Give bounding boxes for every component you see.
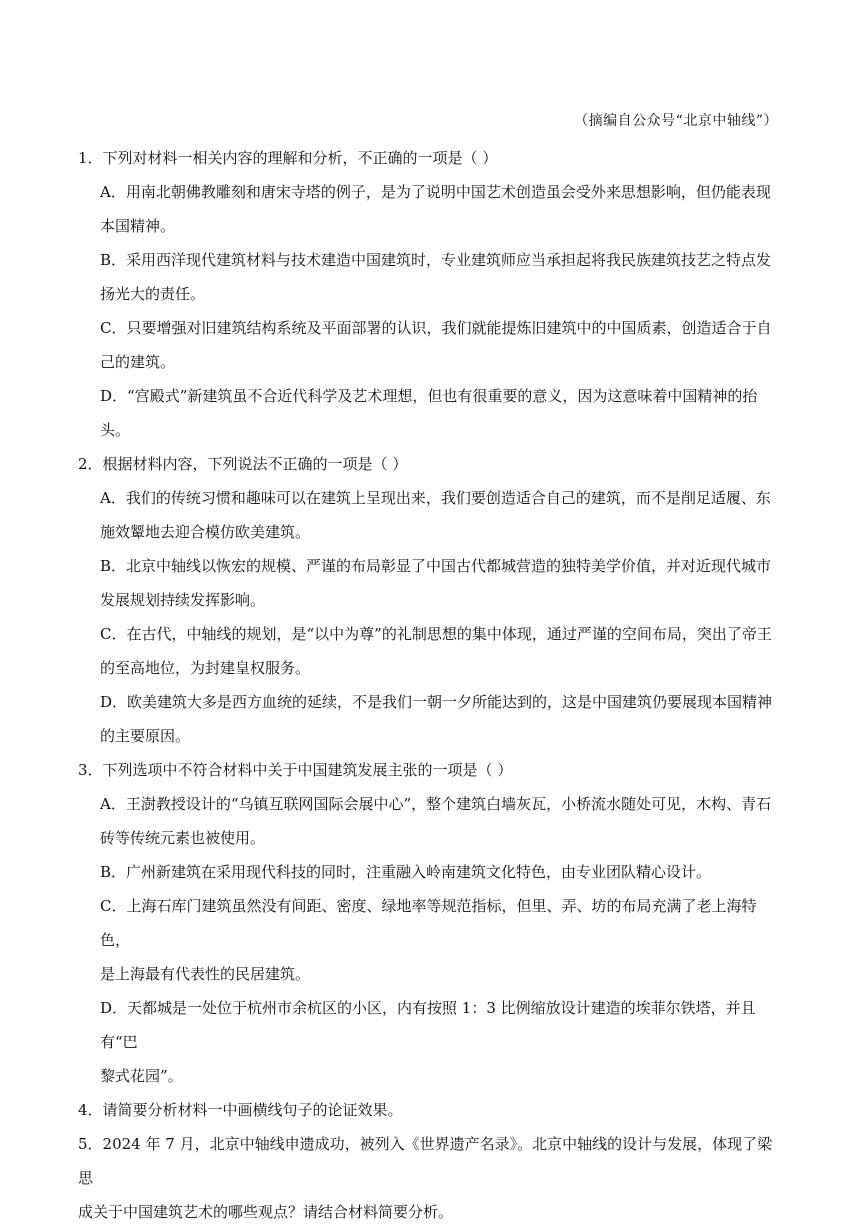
option-line: C．在古代，中轴线的规划，是“以中为尊”的礼制思想的集中体现，通过严谨的空间布局，突出了帝王 [100,625,772,643]
question-text: 下列选项中不符合材料中关于中国建筑发展主张的一项是（ ） [102,761,513,779]
question-stem [78,141,778,175]
option-line: 砖等传统元素也被使用。 [100,829,266,847]
option-line: 黎式花园”。 [100,1067,183,1085]
question-2 [78,447,778,753]
question-stem [78,1093,778,1127]
question-number: 5． [78,1135,103,1153]
option-a [78,175,778,243]
question-1 [78,141,778,447]
option-line: A．我们的传统习惯和趣味可以在建筑上呈现出来，我们要创造适合自己的建筑，而不是削足适履、东 [100,489,771,507]
option-line: 施效颦地去迎合模仿欧美建筑。 [100,523,311,541]
option-line: D．欧美建筑大多是西方血统的延续，不是我们一朝一夕所能达到的，这是中国建筑仍要展现本国精神 [100,693,773,711]
option-line: 发展规划持续发挥影响。 [100,591,266,609]
option-line: C．上海石库门建筑虽然没有间距、密度、绿地率等规范指标，但里、弄、坊的布局充满了老上海特色， [100,897,757,949]
question-stem [78,753,778,787]
option-line: D．天都城是一处位于杭州市余杭区的小区，内有按照 1：3 比例缩放设计建造的埃菲尔铁塔，并且有“巴 [100,999,756,1051]
question-5 [78,1127,778,1229]
option-line: B．广州新建筑在采用现代科技的同时，注重融入岭南建筑文化特色，由专业团队精心设计。 [100,863,712,881]
option-line: 的主要原因。 [100,727,191,745]
option-line: A．用南北朝佛教雕刻和唐宋寺塔的例子，是为了说明中国艺术创造虽会受外来思想影响，但仍能表现 [100,183,771,201]
option-a [78,481,778,549]
question-text: 2024 年 7 月，北京中轴线申遗成功，被列入《世界遗产名录》。北京中轴线的设计与发展，体现了梁思 [78,1135,773,1187]
question-text: 根据材料内容，下列说法不正确的一项是（ ） [102,455,408,473]
option-line: 本国精神。 [100,217,176,235]
question-3 [78,753,778,1093]
option-line: 是上海最有代表性的民居建筑。 [100,965,311,983]
question-number: 4． [78,1101,103,1119]
question-text-continued: 成关于中国建筑艺术的哪些观点？请结合材料简要分析。 [78,1203,454,1221]
option-c [78,889,778,991]
question-stem [78,447,778,481]
option-line: C．只要增强对旧建筑结构系统及平面部署的认识，我们就能提炼旧建筑中的中国质素，创造适合于自 [100,319,772,337]
option-d [78,991,778,1093]
question-text: 下列对材料一相关内容的理解和分析，不正确的一项是（ ） [102,149,498,167]
option-line: B．北京中轴线以恢宏的规模、严谨的布局彰显了中国古代都城营造的独特美学价值，并对近现代城市 [100,557,772,575]
question-number: 2． [78,455,103,473]
option-b [78,243,778,311]
question-number: 3． [78,761,103,779]
question-list [78,141,778,1229]
option-b [78,549,778,617]
question-number: 1． [78,149,103,167]
option-line: 扬光大的责任。 [100,285,206,303]
option-d [78,685,778,753]
question-stem [78,1127,778,1195]
question-text: 请简要分析材料一中画横线句子的论证效果。 [102,1101,403,1119]
option-d [78,379,778,447]
option-line: 己的建筑。 [100,353,176,371]
option-b [78,855,778,889]
option-line: 的至高地位，为封建皇权服务。 [100,659,311,677]
question-4 [78,1093,778,1127]
option-c [78,311,778,379]
option-c [78,617,778,685]
option-line: B．采用西洋现代建筑材料与技术建造中国建筑时，专业建筑师应当承担起将我民族建筑技艺之特点发 [100,251,772,269]
option-line: A．王澍教授设计的“乌镇互联网国际会展中心”，整个建筑白墙灰瓦，小桥流水随处可见，木构、青石 [100,795,772,813]
option-a [78,787,778,855]
option-line: D．“宫殿式”新建筑虽不合近代科学及艺术理想，但也有很重要的意义，因为这意味着中国精神的抬头。 [100,387,758,439]
source-note: （摘编自公众号“北京中轴线”） [574,113,778,129]
